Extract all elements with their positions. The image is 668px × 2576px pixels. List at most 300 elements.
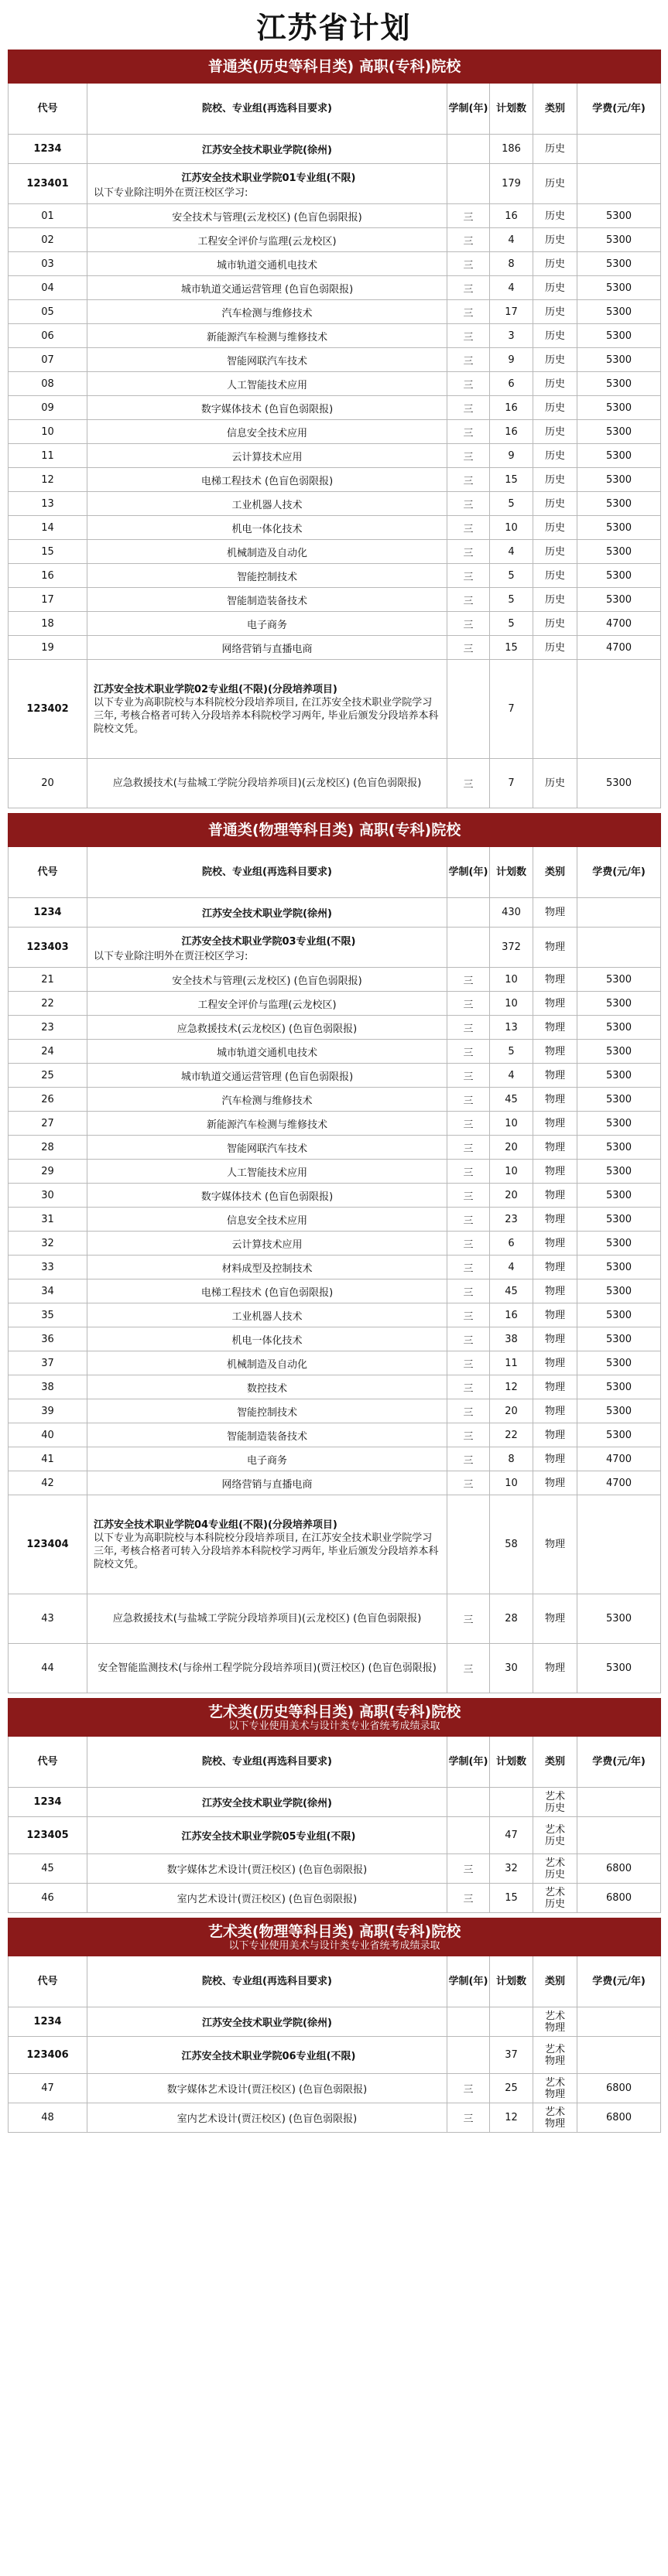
major-category — [533, 1064, 577, 1088]
major-category — [533, 324, 577, 348]
major-fee: 5300 — [577, 1232, 661, 1256]
group-row — [9, 164, 661, 204]
group-fee — [577, 1495, 661, 1594]
header-years: 学制(年) — [447, 1956, 490, 2007]
major-code: 36 — [9, 1327, 87, 1351]
major-fee: 6800 — [577, 2074, 661, 2103]
category-text: 物理 — [544, 1189, 565, 1201]
school-name: 江苏安全技术职业学院(徐州) — [87, 1788, 447, 1817]
major-category — [533, 396, 577, 420]
major-category — [533, 1375, 577, 1399]
major-category — [533, 1423, 577, 1447]
major-name: 云计算技术应用 — [87, 1232, 447, 1256]
header-code: 代号 — [9, 1737, 87, 1788]
header-name: 院校、专业组(再选科目要求) — [87, 847, 447, 898]
major-years: 三 — [447, 1136, 490, 1160]
category-text: 历史 — [544, 593, 565, 606]
group-years — [447, 1495, 490, 1594]
major-years: 三 — [447, 420, 490, 444]
major-plan: 30 — [490, 1644, 533, 1693]
major-plan: 20 — [490, 1184, 533, 1208]
major-row — [9, 1471, 661, 1495]
major-plan: 10 — [490, 1112, 533, 1136]
major-plan: 25 — [490, 2074, 533, 2103]
major-row — [9, 1423, 661, 1447]
major-code: 43 — [9, 1594, 87, 1644]
major-years: 三 — [447, 1184, 490, 1208]
major-plan: 16 — [490, 396, 533, 420]
major-row — [9, 1016, 661, 1040]
major-name: 城市轨道交通运营管理 (色盲色弱限报) — [87, 276, 447, 300]
category-text: 艺术 — [544, 2010, 565, 2022]
header-code: 代号 — [9, 847, 87, 898]
major-category — [533, 1854, 577, 1884]
major-fee: 5300 — [577, 396, 661, 420]
category-text: 历史 — [544, 378, 565, 390]
school-name: 江苏安全技术职业学院(徐州) — [87, 898, 447, 928]
major-name: 电子商务 — [87, 612, 447, 636]
major-years: 三 — [447, 1232, 490, 1256]
category-text: 历史 — [544, 569, 565, 582]
major-plan: 6 — [490, 372, 533, 396]
major-years: 三 — [447, 1208, 490, 1232]
major-plan: 11 — [490, 1351, 533, 1375]
major-name: 应急救援技术(与盐城工学院分段培养项目)(云龙校区) (色盲色弱限报) — [87, 759, 447, 808]
major-name: 新能源汽车检测与维修技术 — [87, 1112, 447, 1136]
major-plan: 15 — [490, 468, 533, 492]
major-plan: 12 — [490, 2103, 533, 2133]
major-name: 数字媒体艺术设计(贾汪校区) (色盲色弱限报) — [87, 2074, 447, 2103]
major-row — [9, 348, 661, 372]
major-category — [533, 516, 577, 540]
major-name: 智能控制技术 — [87, 564, 447, 588]
major-category — [533, 492, 577, 516]
major-years: 三 — [447, 444, 490, 468]
major-fee: 5300 — [577, 1016, 661, 1040]
major-code: 30 — [9, 1184, 87, 1208]
school-code: 1234 — [9, 898, 87, 928]
group-row — [9, 1495, 661, 1594]
group-plan: 58 — [490, 1495, 533, 1594]
major-plan: 17 — [490, 300, 533, 324]
major-fee: 5300 — [577, 276, 661, 300]
header-fee: 学费(元/年) — [577, 847, 661, 898]
category-text: 物理 — [544, 1237, 565, 1249]
major-name: 数字媒体技术 (色盲色弱限报) — [87, 396, 447, 420]
plan-tables — [8, 50, 660, 2133]
major-row — [9, 1112, 661, 1136]
category-text: 物理 — [544, 1613, 565, 1625]
major-fee: 5300 — [577, 1375, 661, 1399]
category-text: 物理 — [544, 1045, 565, 1057]
category-text: 历史 — [544, 521, 565, 534]
major-row — [9, 588, 661, 612]
major-code: 28 — [9, 1136, 87, 1160]
major-fee: 5300 — [577, 1064, 661, 1088]
major-category — [533, 1594, 577, 1644]
category-text: 历史 — [544, 258, 565, 270]
group-title: 江苏安全技术职业学院05专业组(不限) — [181, 1831, 356, 1843]
section-title: 艺术类(历史等科目类) 高职(专科)院校 — [207, 1703, 461, 1720]
group-fee — [577, 164, 661, 204]
header-plan: 计划数 — [490, 847, 533, 898]
group-years — [447, 1817, 490, 1854]
major-category — [533, 968, 577, 992]
school-plan: 430 — [490, 898, 533, 928]
category-text: 物理 — [544, 1141, 565, 1153]
major-code: 27 — [9, 1112, 87, 1136]
plan-table — [8, 1698, 661, 1913]
category-text: 历史 — [544, 617, 565, 630]
major-code: 25 — [9, 1064, 87, 1088]
major-fee: 5300 — [577, 1040, 661, 1064]
category-text: 历史 — [544, 1898, 565, 1910]
major-fee: 5300 — [577, 588, 661, 612]
major-fee: 5300 — [577, 1184, 661, 1208]
major-row — [9, 612, 661, 636]
major-code: 06 — [9, 324, 87, 348]
category-text: 历史 — [544, 306, 565, 318]
major-code: 33 — [9, 1256, 87, 1279]
major-code: 39 — [9, 1399, 87, 1423]
major-code: 21 — [9, 968, 87, 992]
major-row — [9, 324, 661, 348]
major-code: 37 — [9, 1351, 87, 1375]
major-code: 31 — [9, 1208, 87, 1232]
major-years: 三 — [447, 1112, 490, 1136]
major-years: 三 — [447, 1064, 490, 1088]
header-code: 代号 — [9, 1956, 87, 2007]
major-plan: 23 — [490, 1208, 533, 1232]
major-fee: 5300 — [577, 1423, 661, 1447]
category-text: 历史 — [544, 143, 565, 155]
major-plan: 5 — [490, 564, 533, 588]
major-category — [533, 1112, 577, 1136]
major-row — [9, 2103, 661, 2133]
header-row — [9, 84, 661, 135]
school-row — [9, 135, 661, 164]
major-plan: 15 — [490, 1884, 533, 1913]
header-category: 类别 — [533, 84, 577, 135]
major-row — [9, 1208, 661, 1232]
major-category — [533, 252, 577, 276]
major-plan: 38 — [490, 1327, 533, 1351]
category-text: 历史 — [544, 1835, 565, 1847]
category-text: 物理 — [544, 2055, 565, 2067]
major-row — [9, 1279, 661, 1303]
major-years: 三 — [447, 1423, 490, 1447]
major-plan: 5 — [490, 588, 533, 612]
major-name: 新能源汽车检测与维修技术 — [87, 324, 447, 348]
category-text: 艺术 — [544, 2076, 565, 2089]
major-plan: 5 — [490, 1040, 533, 1064]
group-note: 以下专业除注明外在贾汪校区学习: — [94, 950, 248, 962]
category-text: 艺术 — [544, 1857, 565, 1869]
category-text: 物理 — [544, 1381, 565, 1393]
category-text: 物理 — [544, 997, 565, 1010]
major-code: 14 — [9, 516, 87, 540]
major-category — [533, 204, 577, 228]
header-category: 类别 — [533, 1737, 577, 1788]
major-plan: 20 — [490, 1136, 533, 1160]
major-plan: 5 — [490, 612, 533, 636]
school-fee — [577, 1788, 661, 1817]
major-years: 三 — [447, 1471, 490, 1495]
section-subtitle: 以下专业使用美术与设计类专业省统考成绩录取 — [228, 1940, 440, 1952]
category-text: 物理 — [544, 1453, 565, 1465]
category-text: 历史 — [544, 401, 565, 414]
category-text: 历史 — [544, 282, 565, 294]
major-plan: 10 — [490, 992, 533, 1016]
group-plan: 179 — [490, 164, 533, 204]
major-years: 三 — [447, 1854, 490, 1884]
group-plan: 7 — [490, 660, 533, 759]
major-fee: 5300 — [577, 1594, 661, 1644]
category-text: 物理 — [544, 941, 565, 953]
major-category — [533, 759, 577, 808]
section-banner — [9, 1699, 661, 1737]
school-years — [447, 2007, 490, 2037]
major-years: 三 — [447, 1160, 490, 1184]
major-years: 三 — [447, 636, 490, 660]
major-name: 安全技术与管理(云龙校区) (色盲色弱限报) — [87, 204, 447, 228]
major-row — [9, 372, 661, 396]
major-row — [9, 1160, 661, 1184]
major-code: 04 — [9, 276, 87, 300]
major-category — [533, 468, 577, 492]
major-category — [533, 1399, 577, 1423]
major-category — [533, 1351, 577, 1375]
major-fee: 5300 — [577, 324, 661, 348]
group-category — [533, 2037, 577, 2074]
category-text: 历史 — [544, 354, 565, 366]
major-row — [9, 468, 661, 492]
group-name — [87, 928, 447, 968]
category-text: 历史 — [544, 1802, 565, 1814]
major-fee: 5300 — [577, 1160, 661, 1184]
major-years: 三 — [447, 759, 490, 808]
group-row — [9, 928, 661, 968]
group-fee — [577, 1817, 661, 1854]
major-name: 应急救援技术(与盐城工学院分段培养项目)(云龙校区) (色盲色弱限报) — [87, 1594, 447, 1644]
major-years: 三 — [447, 1016, 490, 1040]
major-plan: 4 — [490, 540, 533, 564]
major-code: 32 — [9, 1232, 87, 1256]
major-row — [9, 1854, 661, 1884]
major-code: 41 — [9, 1447, 87, 1471]
major-code: 47 — [9, 2074, 87, 2103]
group-code: 123406 — [9, 2037, 87, 2074]
school-row — [9, 2007, 661, 2037]
major-fee: 4700 — [577, 1447, 661, 1471]
major-fee: 4700 — [577, 1471, 661, 1495]
major-years: 三 — [447, 968, 490, 992]
major-code: 48 — [9, 2103, 87, 2133]
major-row — [9, 540, 661, 564]
plan-table — [8, 1918, 661, 2133]
major-plan: 45 — [490, 1279, 533, 1303]
major-category — [533, 1184, 577, 1208]
category-text: 历史 — [544, 178, 565, 190]
header-row — [9, 1956, 661, 2007]
major-name: 数字媒体技术 (色盲色弱限报) — [87, 1184, 447, 1208]
major-fee: 5300 — [577, 1112, 661, 1136]
major-category — [533, 636, 577, 660]
major-plan: 9 — [490, 444, 533, 468]
major-category — [533, 372, 577, 396]
group-note: 以下专业为高职院校与本科院校分段培养项目, 在江苏安全技术职业学院学习三年, 考核合格者可转入分段培养本科院校学习两年, 毕业后颁发分段培养本科院校文凭。 — [94, 696, 439, 735]
school-category — [533, 135, 577, 164]
major-name: 机电一体化技术 — [87, 516, 447, 540]
major-row — [9, 1136, 661, 1160]
major-plan: 10 — [490, 1471, 533, 1495]
group-code: 123405 — [9, 1817, 87, 1854]
major-plan: 5 — [490, 492, 533, 516]
category-text: 历史 — [544, 330, 565, 342]
major-row — [9, 396, 661, 420]
major-row — [9, 968, 661, 992]
major-row — [9, 1884, 661, 1913]
school-fee — [577, 898, 661, 928]
major-name: 工业机器人技术 — [87, 492, 447, 516]
major-name: 智能网联汽车技术 — [87, 1136, 447, 1160]
major-code: 01 — [9, 204, 87, 228]
major-plan: 4 — [490, 228, 533, 252]
major-plan: 32 — [490, 1854, 533, 1884]
group-title: 江苏安全技术职业学院04专业组(不限)(分段培养项目) — [94, 1519, 337, 1531]
header-fee: 学费(元/年) — [577, 1956, 661, 2007]
major-code: 11 — [9, 444, 87, 468]
major-code: 46 — [9, 1884, 87, 1913]
major-category — [533, 1279, 577, 1303]
school-plan — [490, 1788, 533, 1817]
major-plan: 13 — [490, 1016, 533, 1040]
major-fee: 5300 — [577, 300, 661, 324]
group-category — [533, 164, 577, 204]
major-plan: 4 — [490, 1256, 533, 1279]
major-row — [9, 492, 661, 516]
major-name: 室内艺术设计(贾汪校区) (色盲色弱限报) — [87, 1884, 447, 1913]
group-category — [533, 660, 577, 759]
school-name: 江苏安全技术职业学院(徐州) — [87, 2007, 447, 2037]
major-years: 三 — [447, 1327, 490, 1351]
group-category — [533, 928, 577, 968]
major-row — [9, 564, 661, 588]
group-row — [9, 660, 661, 759]
category-text: 历史 — [544, 641, 565, 654]
major-name: 工程安全评价与监理(云龙校区) — [87, 228, 447, 252]
group-plan: 47 — [490, 1817, 533, 1854]
major-row — [9, 1303, 661, 1327]
major-fee: 4700 — [577, 612, 661, 636]
major-code: 20 — [9, 759, 87, 808]
major-years: 三 — [447, 516, 490, 540]
category-text: 物理 — [544, 1405, 565, 1417]
school-plan: 186 — [490, 135, 533, 164]
header-category: 类别 — [533, 847, 577, 898]
category-text: 历史 — [544, 234, 565, 246]
major-row — [9, 1375, 661, 1399]
category-text: 艺术 — [544, 1886, 565, 1898]
header-category: 类别 — [533, 1956, 577, 2007]
school-years — [447, 135, 490, 164]
major-years: 三 — [447, 204, 490, 228]
major-category — [533, 1160, 577, 1184]
major-name: 机械制造及自动化 — [87, 540, 447, 564]
school-row — [9, 1788, 661, 1817]
major-plan: 28 — [490, 1594, 533, 1644]
section-banner — [9, 1918, 661, 1956]
group-name — [87, 660, 447, 759]
header-years: 学制(年) — [447, 1737, 490, 1788]
major-years: 三 — [447, 992, 490, 1016]
major-category — [533, 1471, 577, 1495]
group-title: 江苏安全技术职业学院02专业组(不限)(分段培养项目) — [94, 683, 337, 695]
major-row — [9, 1399, 661, 1423]
major-name: 网络营销与直播电商 — [87, 636, 447, 660]
major-name: 人工智能技术应用 — [87, 1160, 447, 1184]
major-name: 数字媒体艺术设计(贾汪校区) (色盲色弱限报) — [87, 1854, 447, 1884]
category-text: 物理 — [544, 2021, 565, 2034]
school-code: 1234 — [9, 2007, 87, 2037]
major-plan: 12 — [490, 1375, 533, 1399]
major-row — [9, 759, 661, 808]
major-code: 12 — [9, 468, 87, 492]
group-code: 123403 — [9, 928, 87, 968]
major-plan: 7 — [490, 759, 533, 808]
major-years: 三 — [447, 492, 490, 516]
major-row — [9, 1644, 661, 1693]
major-years: 三 — [447, 540, 490, 564]
major-plan: 16 — [490, 420, 533, 444]
major-years: 三 — [447, 1644, 490, 1693]
major-years: 三 — [447, 1088, 490, 1112]
category-text: 物理 — [544, 1333, 565, 1345]
major-plan: 45 — [490, 1088, 533, 1112]
major-category — [533, 564, 577, 588]
major-years: 三 — [447, 252, 490, 276]
header-years: 学制(年) — [447, 84, 490, 135]
major-name: 城市轨道交通机电技术 — [87, 252, 447, 276]
school-fee — [577, 2007, 661, 2037]
major-category — [533, 612, 577, 636]
major-category — [533, 540, 577, 564]
major-plan: 9 — [490, 348, 533, 372]
major-code: 40 — [9, 1423, 87, 1447]
major-category — [533, 300, 577, 324]
category-text: 历史 — [544, 449, 565, 462]
major-code: 23 — [9, 1016, 87, 1040]
school-category — [533, 898, 577, 928]
group-title: 江苏安全技术职业学院06专业组(不限) — [181, 2051, 356, 2062]
school-code: 1234 — [9, 1788, 87, 1817]
major-category — [533, 1232, 577, 1256]
major-category — [533, 1447, 577, 1471]
major-category — [533, 588, 577, 612]
major-name: 城市轨道交通机电技术 — [87, 1040, 447, 1064]
major-name: 城市轨道交通运营管理 (色盲色弱限报) — [87, 1064, 447, 1088]
category-text: 历史 — [544, 497, 565, 510]
category-text: 物理 — [544, 2088, 565, 2100]
major-code: 15 — [9, 540, 87, 564]
major-years: 三 — [447, 372, 490, 396]
major-name: 安全智能监测技术(与徐州工程学院分段培养项目)(贾汪校区) (色盲色弱限报) — [87, 1644, 447, 1693]
header-name: 院校、专业组(再选科目要求) — [87, 1737, 447, 1788]
group-fee — [577, 660, 661, 759]
major-code: 26 — [9, 1088, 87, 1112]
school-category — [533, 1788, 577, 1817]
major-category — [533, 1256, 577, 1279]
